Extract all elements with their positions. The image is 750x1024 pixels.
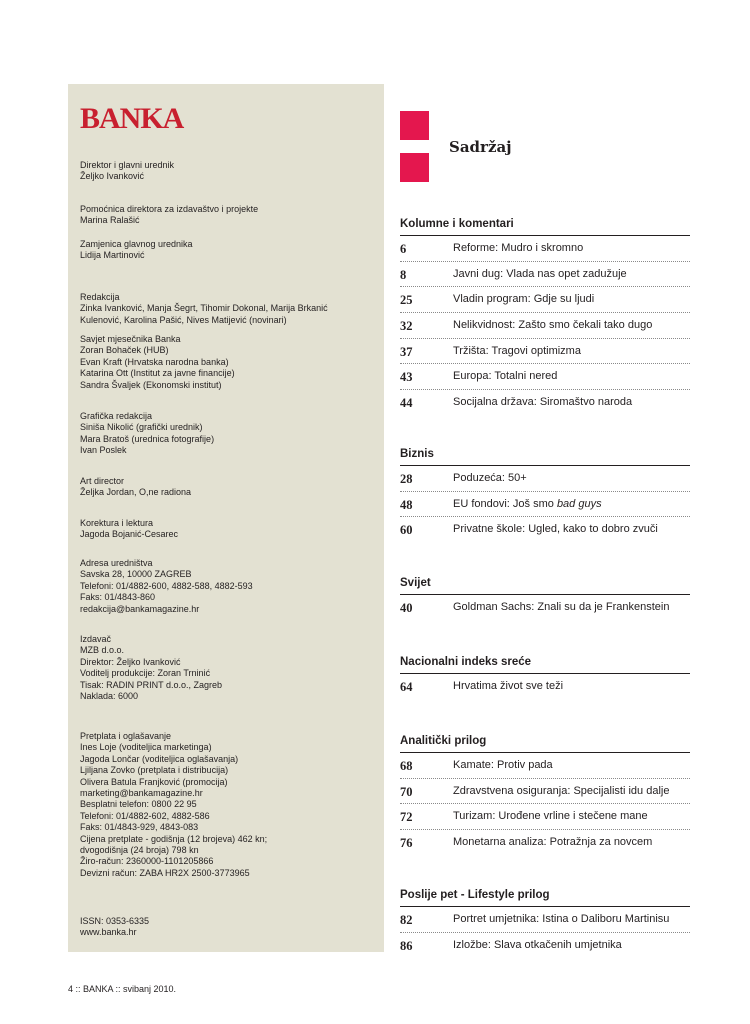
masthead-block <box>80 292 328 326</box>
accent-square-bottom <box>400 153 429 182</box>
toc-entry-title: Izložbe: Slava otkačenih umjetnika <box>453 938 622 951</box>
toc-entry[interactable] <box>400 517 690 543</box>
toc-page-number: 37 <box>400 344 413 359</box>
toc-entry[interactable] <box>400 236 690 262</box>
masthead-line: Katarina Ott (Institut za javne financije) <box>80 368 235 379</box>
masthead-line: dvogodišnja (24 broja) 798 kn <box>80 845 199 856</box>
masthead-line: Jagoda Bojanić-Cesarec <box>80 529 179 540</box>
masthead-line: marketing@bankamagazine.hr <box>80 788 203 799</box>
toc-entry-title: Nelikvidnost: Zašto smo čekali tako dugo <box>453 319 653 332</box>
masthead-heading: Direktor i glavni urednik <box>80 160 175 170</box>
toc-page-number: 25 <box>400 293 413 308</box>
masthead-line: Cijena pretplate - godišnja (12 brojeva) 462 kn; <box>80 833 268 844</box>
masthead-line: Lidija Martinović <box>80 250 145 261</box>
masthead-line: Evan Kraft (Hrvatska narodna banka) <box>80 356 229 367</box>
toc-entry-title: Kamate: Protiv pada <box>453 759 553 771</box>
masthead-line: Naklada: 6000 <box>80 691 139 702</box>
toc-entry[interactable] <box>400 339 690 365</box>
toc-entry[interactable] <box>400 390 690 416</box>
toc-entry-title: Europa: Totalni nered <box>453 370 558 383</box>
masthead-line: Marina Ralašić <box>80 215 140 226</box>
masthead-block <box>80 916 149 939</box>
toc-entry[interactable] <box>400 595 690 621</box>
masthead-block <box>80 518 178 541</box>
section-title: Kolumne i komentari <box>400 217 690 236</box>
masthead-line: www.banka.hr <box>80 927 137 938</box>
masthead-line: Telefoni: 01/4882-600, 4882-588, 4882-593 <box>80 580 253 591</box>
masthead-block <box>80 239 193 262</box>
masthead-heading: Zamjenica glavnog urednika <box>80 239 193 249</box>
toc-entry-title: Monetarna analiza: Potražnja za novcem <box>453 836 653 849</box>
section-title: Biznis <box>400 447 690 466</box>
toc-page-number: 8 <box>400 267 407 282</box>
toc-page-number: 60 <box>400 523 413 538</box>
masthead-line: Direktor: Željko Ivanković <box>80 656 181 667</box>
toc-entry[interactable] <box>400 907 690 933</box>
masthead-line: Besplatni telefon: 0800 22 95 <box>80 799 197 810</box>
toc-page-number: 44 <box>400 396 413 411</box>
toc-entry-title: Poduzeća: 50+ <box>453 472 527 484</box>
toc-page-number: 82 <box>400 913 413 927</box>
masthead-line: Voditelj produkcije: Zoran Trninić <box>80 668 211 679</box>
toc-page-number: 48 <box>400 497 413 512</box>
masthead-line: Ivan Poslek <box>80 445 127 456</box>
toc-page-number: 28 <box>400 472 413 486</box>
toc-section <box>400 888 690 958</box>
masthead-line: Telefoni: 01/4882-602, 4882-586 <box>80 810 210 821</box>
section-title: Nacionalni indeks sreće <box>400 655 690 674</box>
masthead-line: Sandra Švaljek (Ekonomski institut) <box>80 379 222 390</box>
toc-entry[interactable] <box>400 753 690 779</box>
section-title: Analitički prilog <box>400 734 690 753</box>
masthead-line: Savska 28, 10000 ZAGREB <box>80 569 192 580</box>
toc-entry[interactable] <box>400 830 690 856</box>
toc-entry-title: Hrvatima život sve teži <box>453 680 564 692</box>
masthead-heading: Pretplata i oglašavanje <box>80 731 172 741</box>
toc-entry-title: Tržišta: Tragovi optimizma <box>453 344 581 357</box>
toc-entry-title-italic: bad guys <box>556 497 602 510</box>
masthead-line: Zinka Ivanković, Manja Šegrt, Tihomir Dokonal, Marija Brkanić <box>80 303 328 314</box>
section-title: Svijet <box>400 576 690 595</box>
masthead-line: Mara Bratoš (urednica fotografije) <box>80 433 215 444</box>
masthead-block <box>80 476 191 499</box>
masthead-heading: Adresa uredništva <box>80 558 153 568</box>
masthead-heading: Izdavač <box>80 634 112 644</box>
toc-page-number: 64 <box>400 680 413 694</box>
accent-square-top <box>400 111 429 140</box>
masthead-line: Ines Loje (voditeljica marketinga) <box>80 742 212 753</box>
masthead-line: Željka Jordan, O,ne radiona <box>80 487 192 498</box>
toc-page-number: 86 <box>400 938 413 953</box>
masthead-line: Tisak: RADIN PRINT d.o.o., Zagreb <box>80 679 223 690</box>
toc-page-number: 68 <box>400 759 413 773</box>
masthead-line: Žiro-račun: 2360000-1101205866 <box>80 856 214 867</box>
toc-section <box>400 576 690 621</box>
toc-entry[interactable] <box>400 262 690 288</box>
masthead-line: Siniša Nikolić (grafički urednik) <box>80 422 203 433</box>
masthead-heading: Pomoćnica direktora za izdavaštvo i projekte <box>80 204 259 214</box>
toc-entry-title: Reforme: Mudro i skromno <box>453 242 584 254</box>
toc-entry-title: Vladin program: Gdje su ljudi <box>453 293 595 306</box>
masthead-block <box>80 334 235 391</box>
toc-entry-title: Privatne škole: Ugled, kako to dobro zvuči <box>453 523 658 536</box>
toc-section <box>400 447 690 543</box>
toc-page-number: 70 <box>400 784 413 799</box>
masthead-line: Željko Ivanković <box>80 171 145 182</box>
toc-entry[interactable] <box>400 313 690 339</box>
masthead-line: Olivera Batula Franjković (promocija) <box>80 776 228 787</box>
masthead-line: Zoran Bohaček (HUB) <box>80 345 169 356</box>
masthead-line: Ljiljana Zovko (pretplata i distribucija) <box>80 765 229 776</box>
masthead-line: Jagoda Lončar (voditeljica oglašavanja) <box>80 753 239 764</box>
toc-entry[interactable] <box>400 287 690 313</box>
toc-entry[interactable] <box>400 804 690 830</box>
masthead-panel <box>68 84 384 952</box>
masthead-heading: ISSN: 0353-6335 <box>80 916 150 926</box>
masthead-heading: Art director <box>80 476 125 486</box>
toc-page-number: 72 <box>400 810 413 825</box>
toc-entry[interactable] <box>400 364 690 390</box>
toc-entry-title: Javni dug: Vlada nas opet zadužuje <box>453 267 627 280</box>
toc-entry[interactable] <box>400 933 690 959</box>
toc-section <box>400 655 690 700</box>
masthead-line: Kulenović, Karolina Pašić, Nives Matijević (novinari) <box>80 314 287 325</box>
toc-section <box>400 217 690 416</box>
toc-entry-title: Turizam: Urođene vrline i stečene mane <box>453 810 648 823</box>
masthead-line: Faks: 01/4843-860 <box>80 592 156 603</box>
contents-title: Sadržaj <box>449 138 512 156</box>
toc-page-number: 76 <box>400 836 413 851</box>
section-title: Poslije pet - Lifestyle prilog <box>400 888 690 907</box>
masthead-block <box>80 558 253 615</box>
toc-entry-title: Socijalna država: Siromaštvo naroda <box>453 396 633 409</box>
masthead-line: redakcija@bankamagazine.hr <box>80 603 200 614</box>
masthead-line: Faks: 01/4843-929, 4843-083 <box>80 822 199 833</box>
toc-entry-title: EU fondovi: Još smo bad guys <box>453 497 602 510</box>
toc-page-number: 32 <box>400 319 413 334</box>
toc-page-number: 6 <box>400 242 407 256</box>
masthead-block <box>80 634 222 702</box>
banka-logo: BANKA <box>80 102 184 135</box>
masthead-block <box>80 204 258 227</box>
masthead-block <box>80 411 214 457</box>
masthead-line: MZB d.o.o. <box>80 645 125 656</box>
toc-page-number: 40 <box>400 601 413 615</box>
toc-entry-title: Portret umjetnika: Istina o Daliboru Martinisu <box>453 913 670 925</box>
toc-entry[interactable] <box>400 492 690 518</box>
toc-entry[interactable] <box>400 466 690 492</box>
masthead-block <box>80 160 174 183</box>
masthead-heading: Redakcija <box>80 292 120 302</box>
toc-entry-title: Zdravstvena osiguranja: Specijalisti idu dalje <box>453 784 670 797</box>
page-footer: 4 :: BANKA :: svibanj 2010. <box>68 984 177 994</box>
toc-entry[interactable] <box>400 674 690 700</box>
masthead-heading: Savjet mjesečnika Banka <box>80 334 181 344</box>
masthead-block <box>80 731 267 879</box>
toc-entry[interactable] <box>400 779 690 805</box>
toc-section <box>400 734 690 856</box>
masthead-heading: Grafička redakcija <box>80 411 153 421</box>
toc-page-number: 43 <box>400 370 413 385</box>
toc-entry-title: Goldman Sachs: Znali su da je Frankenstein <box>453 601 670 613</box>
masthead-line: Devizni račun: ZABA HR2X 2500-3773965 <box>80 867 250 878</box>
masthead-heading: Korektura i lektura <box>80 518 154 528</box>
